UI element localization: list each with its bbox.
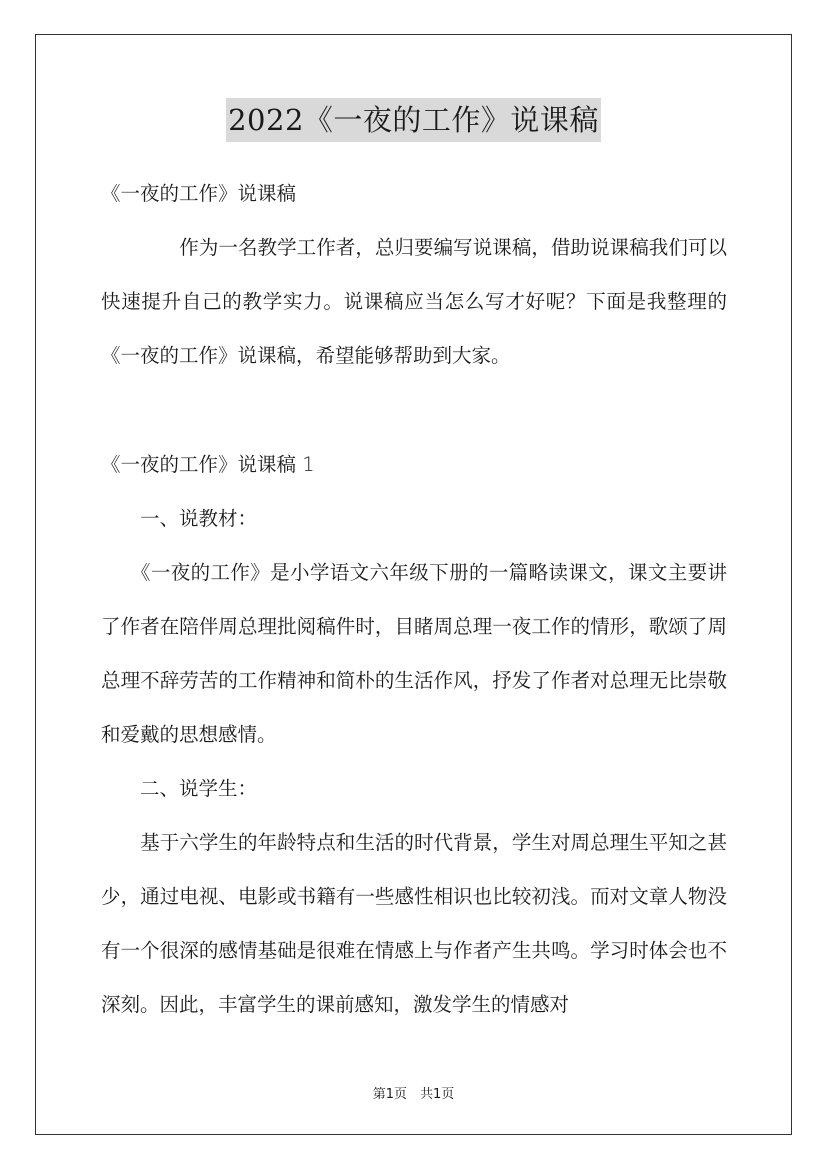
page-number-footer: 第1页 共1页 (372, 1087, 455, 1102)
document-subtitle: 《一夜的工作》说课稿 (101, 182, 297, 205)
intro-paragraph: 作为一名教学工作者，总归要编写说课稿，借助说课稿我们可以快速提升自己的教学实力。说课稿应当怎么写才好呢？下面是我整理的《一夜的工作》说课稿，希望能够帮助到大家。 (101, 236, 727, 367)
document-title: 2022《一夜的工作》说课稿 (226, 98, 601, 142)
paragraph-teaching-material: 《一夜的工作》是小学语文六年级下册的一篇略读课文，课文主要讲了作者在陪伴周总理批阅稿件时，目睹周总理一夜工作的情形，歌颂了周总理不辞劳苦的工作精神和简朴的生活作风，抒发了作者对总理无比崇敬和爱戴的思想感情。 (101, 561, 727, 746)
heading-students: 二、说学生： (101, 777, 258, 800)
heading-teaching-material: 一、说教材： (101, 507, 258, 530)
section-heading: 《一夜的工作》说课稿 1 (101, 453, 315, 476)
paragraph-students: 基于六学生的年龄特点和生活的时代背景，学生对周总理生平知之甚少，通过电视、电影或书籍有一些感性相识也比较初浅。而对文章人物没有一个很深的感情基础是很难在情感上与作者产生共鸣。学习时体会也不深刻。因此，丰富学生的课前感知，激发学生的情感对 (101, 831, 727, 1016)
title-container (0, 98, 827, 142)
